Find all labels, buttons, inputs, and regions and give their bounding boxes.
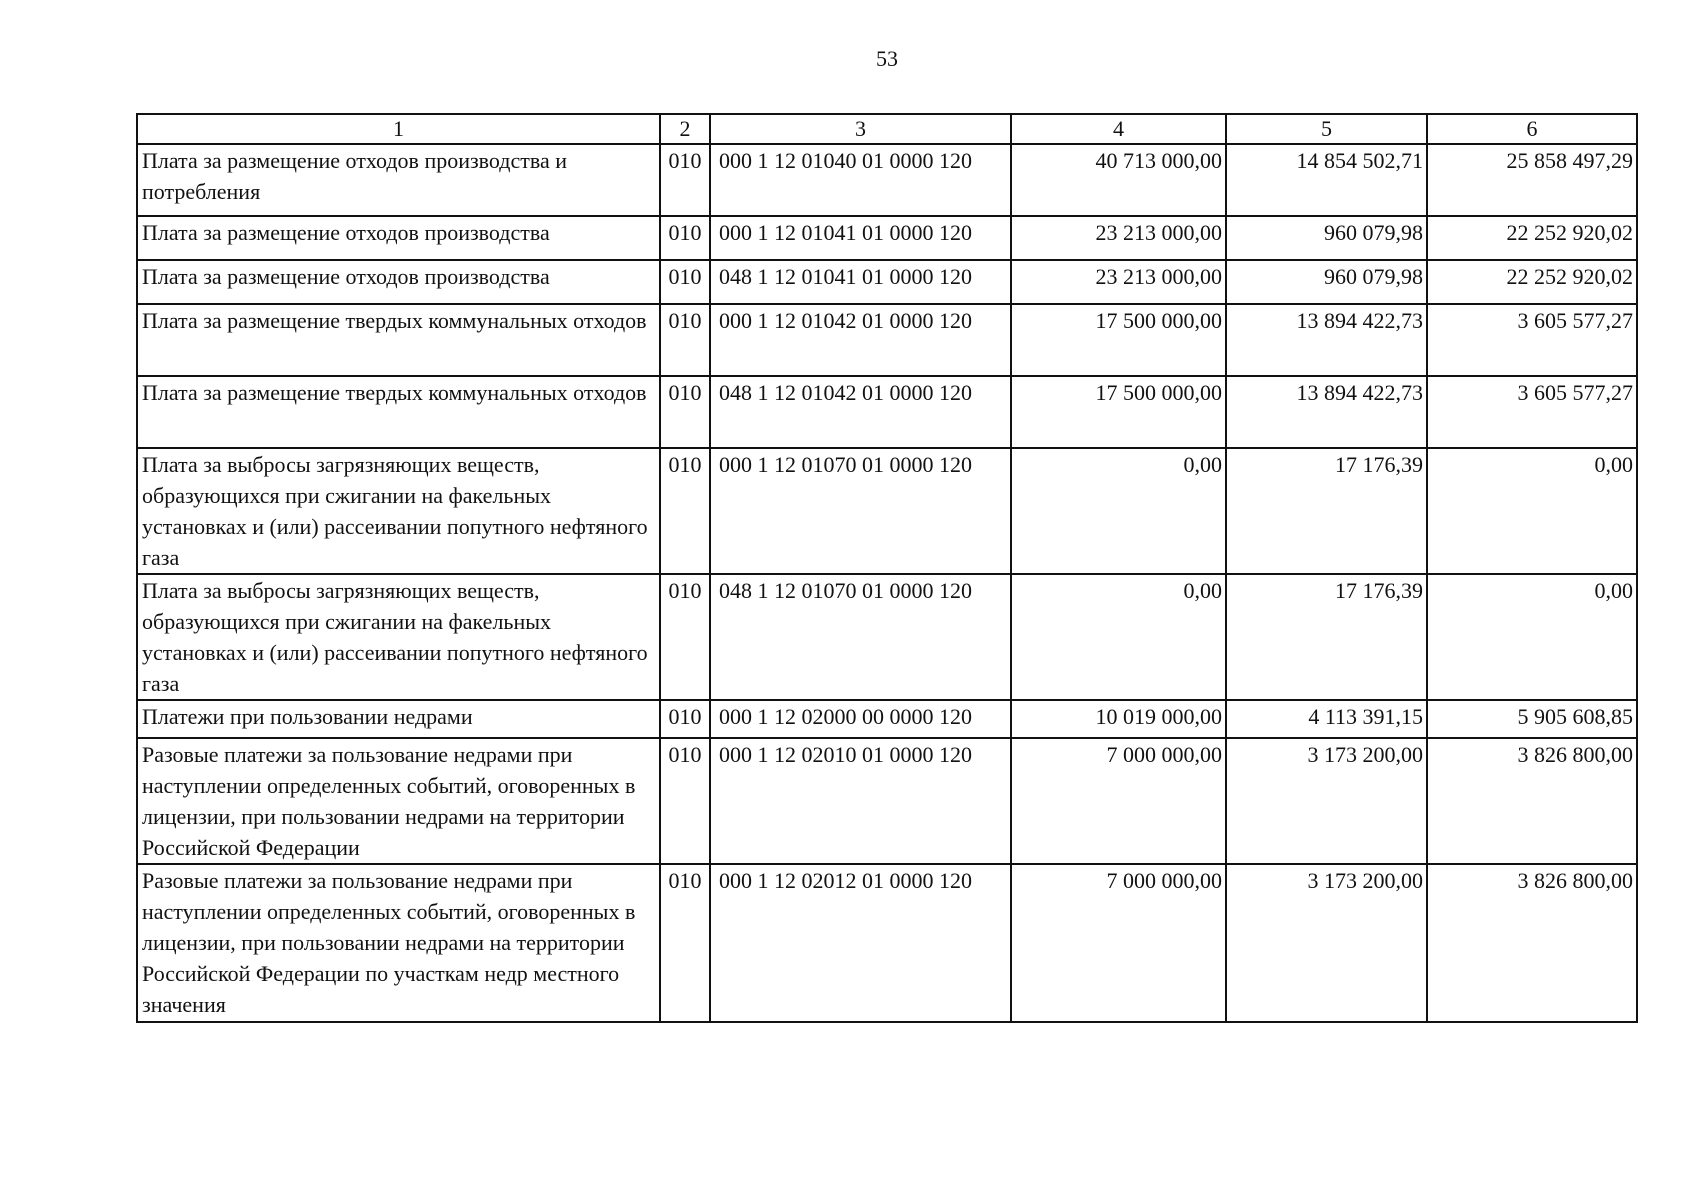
executed-amount-cell: 17 176,39: [1226, 574, 1427, 700]
table-row: [137, 216, 1637, 260]
column-header: 6: [1427, 114, 1637, 144]
row-name-cell: Плата за выбросы загрязняющих веществ, образующихся при сжигании на факельных установках и (или) рассеивании попутного нефтяного газа: [137, 574, 660, 700]
table-body: [137, 144, 1637, 1022]
executed-amount-cell: 3 173 200,00: [1226, 738, 1427, 864]
row-name-cell: Плата за размещение отходов производства: [137, 216, 660, 260]
budget-code-cell: 000 1 12 01070 01 0000 120: [710, 448, 1011, 574]
line-code-cell: 010: [660, 260, 710, 304]
table-row: [137, 448, 1637, 574]
budget-code-cell: 000 1 12 02010 01 0000 120: [710, 738, 1011, 864]
unexecuted-amount-cell: 25 858 497,29: [1427, 144, 1637, 216]
line-code-cell: 010: [660, 574, 710, 700]
table-row: [137, 376, 1637, 448]
unexecuted-amount-cell: 3 605 577,27: [1427, 304, 1637, 376]
budget-code-cell: 000 1 12 02000 00 0000 120: [710, 700, 1011, 738]
table-row: [137, 700, 1637, 738]
line-code-cell: 010: [660, 700, 710, 738]
line-code-cell: 010: [660, 216, 710, 260]
budget-code-cell: 000 1 12 02012 01 0000 120: [710, 864, 1011, 1022]
executed-amount-cell: 14 854 502,71: [1226, 144, 1427, 216]
row-name-cell: Платежи при пользовании недрами: [137, 700, 660, 738]
approved-amount-cell: 7 000 000,00: [1011, 738, 1226, 864]
executed-amount-cell: 4 113 391,15: [1226, 700, 1427, 738]
table-row: [137, 260, 1637, 304]
budget-code-cell: 000 1 12 01041 01 0000 120: [710, 216, 1011, 260]
unexecuted-amount-cell: 22 252 920,02: [1427, 260, 1637, 304]
approved-amount-cell: 40 713 000,00: [1011, 144, 1226, 216]
unexecuted-amount-cell: 3 826 800,00: [1427, 738, 1637, 864]
column-number-row: [137, 114, 1637, 144]
table-row: [137, 144, 1637, 216]
executed-amount-cell: 3 173 200,00: [1226, 864, 1427, 1022]
budget-code-cell: 000 1 12 01040 01 0000 120: [710, 144, 1011, 216]
line-code-cell: 010: [660, 144, 710, 216]
row-name-cell: Плата за размещение отходов производства: [137, 260, 660, 304]
column-header: 5: [1226, 114, 1427, 144]
approved-amount-cell: 23 213 000,00: [1011, 216, 1226, 260]
page-number: 53: [876, 46, 898, 71]
table-row: [137, 864, 1637, 1022]
line-code-cell: 010: [660, 448, 710, 574]
unexecuted-amount-cell: 3 826 800,00: [1427, 864, 1637, 1022]
column-header: 4: [1011, 114, 1226, 144]
unexecuted-amount-cell: 0,00: [1427, 574, 1637, 700]
line-code-cell: 010: [660, 738, 710, 864]
table-row: [137, 574, 1637, 700]
approved-amount-cell: 7 000 000,00: [1011, 864, 1226, 1022]
executed-amount-cell: 17 176,39: [1226, 448, 1427, 574]
unexecuted-amount-cell: 5 905 608,85: [1427, 700, 1637, 738]
executed-amount-cell: 13 894 422,73: [1226, 376, 1427, 448]
column-header: 2: [660, 114, 710, 144]
approved-amount-cell: 17 500 000,00: [1011, 376, 1226, 448]
revenue-table: [136, 113, 1638, 1023]
approved-amount-cell: 17 500 000,00: [1011, 304, 1226, 376]
table-row: [137, 304, 1637, 376]
approved-amount-cell: 10 019 000,00: [1011, 700, 1226, 738]
row-name-cell: Плата за выбросы загрязняющих веществ, образующихся при сжигании на факельных установках и (или) рассеивании попутного нефтяного газа: [137, 448, 660, 574]
budget-code-cell: 048 1 12 01042 01 0000 120: [710, 376, 1011, 448]
unexecuted-amount-cell: 22 252 920,02: [1427, 216, 1637, 260]
table-row: [137, 738, 1637, 864]
approved-amount-cell: 0,00: [1011, 574, 1226, 700]
budget-code-cell: 048 1 12 01070 01 0000 120: [710, 574, 1011, 700]
row-name-cell: Плата за размещение отходов производства и потребления: [137, 144, 660, 216]
line-code-cell: 010: [660, 304, 710, 376]
line-code-cell: 010: [660, 864, 710, 1022]
row-name-cell: Плата за размещение твердых коммунальных отходов: [137, 304, 660, 376]
row-name-cell: Разовые платежи за пользование недрами при наступлении определенных событий, оговоренных в лицензии, при пользовании недрами на территории Российской Федерации по участкам недр местного значения: [137, 864, 660, 1022]
row-name-cell: Разовые платежи за пользование недрами при наступлении определенных событий, оговоренных в лицензии, при пользовании недрами на территории Российской Федерации: [137, 738, 660, 864]
executed-amount-cell: 13 894 422,73: [1226, 304, 1427, 376]
budget-code-cell: 000 1 12 01042 01 0000 120: [710, 304, 1011, 376]
unexecuted-amount-cell: 0,00: [1427, 448, 1637, 574]
column-header: 1: [137, 114, 660, 144]
executed-amount-cell: 960 079,98: [1226, 216, 1427, 260]
approved-amount-cell: 23 213 000,00: [1011, 260, 1226, 304]
row-name-cell: Плата за размещение твердых коммунальных отходов: [137, 376, 660, 448]
unexecuted-amount-cell: 3 605 577,27: [1427, 376, 1637, 448]
column-header: 3: [710, 114, 1011, 144]
approved-amount-cell: 0,00: [1011, 448, 1226, 574]
line-code-cell: 010: [660, 376, 710, 448]
budget-code-cell: 048 1 12 01041 01 0000 120: [710, 260, 1011, 304]
executed-amount-cell: 960 079,98: [1226, 260, 1427, 304]
